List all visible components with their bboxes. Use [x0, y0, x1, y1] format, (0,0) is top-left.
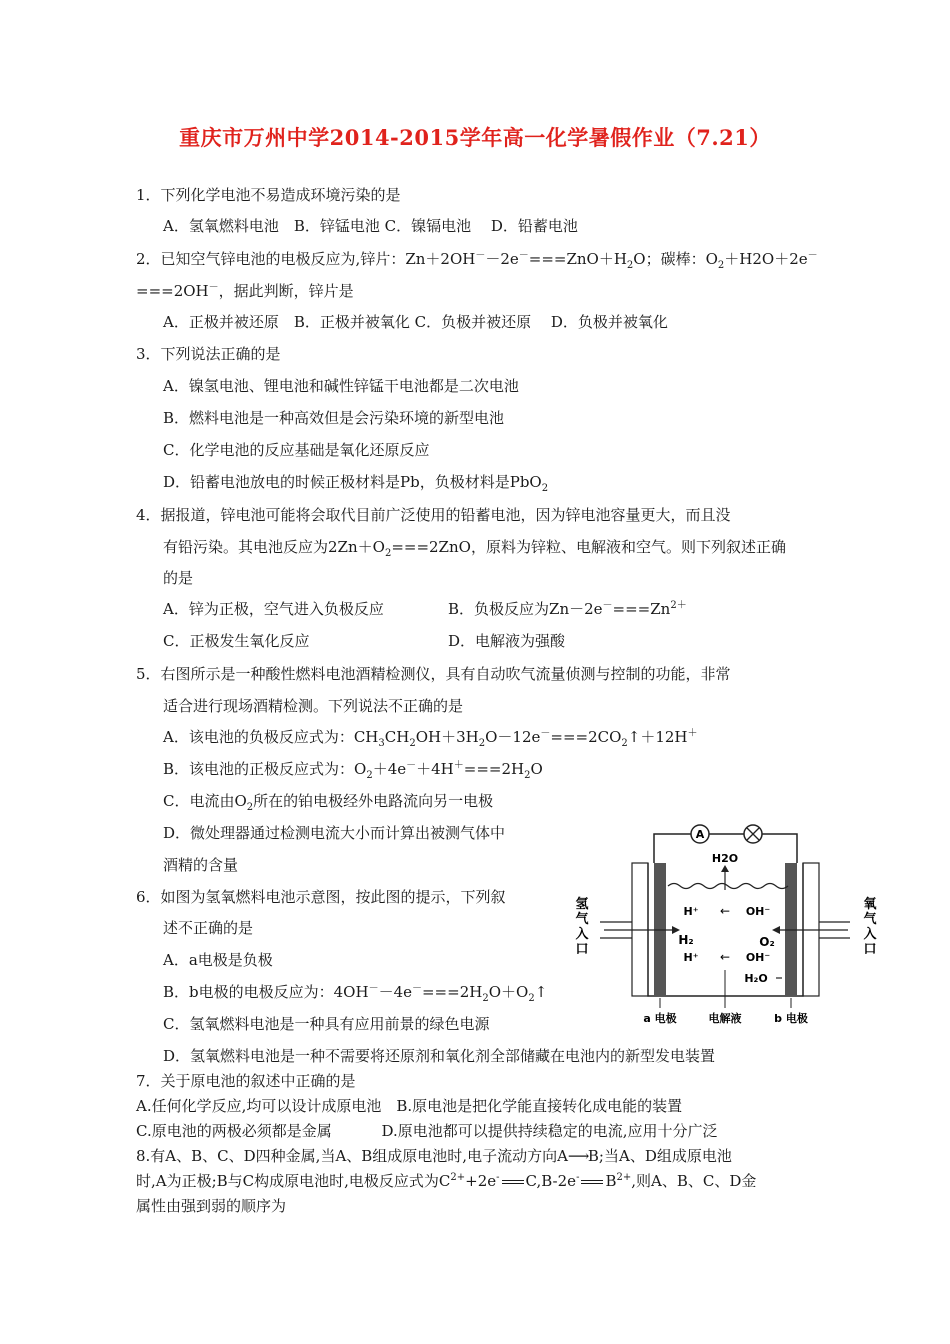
- q6-option-c: C．氢氧燃料电池是一种具有应用前景的绿色电源: [163, 1015, 490, 1033]
- q2-stem-cont: ===2OH－，据此判断，锌片是: [136, 282, 354, 300]
- liquid-surface: [668, 884, 788, 889]
- arrow-upper: ←: [719, 904, 731, 918]
- electrode-b-label: b 电极: [774, 1012, 808, 1025]
- q1-stem: 1．下列化学电池不易造成环境污染的是: [136, 186, 401, 204]
- q3-option-a: A．镍氢电池、锂电池和碱性锌锰干电池都是二次电池: [163, 377, 519, 395]
- oh-minus-lower: OH⁻: [745, 951, 771, 964]
- ammeter-label: A: [695, 828, 705, 841]
- q4-line3: 的是: [163, 569, 194, 587]
- q3-option-d: D．铅蓄电池放电的时候正极材料是Pb，负极材料是PbO$_2$: [163, 473, 549, 494]
- q3-option-b: B．燃料电池是一种高效但是会污染环境的新型电池: [163, 409, 505, 427]
- q2-stem: 2．已知空气锌电池的电极反应为,锌片：$Zn+2OH^--2e^-===ZnO+H_2O$；碳棒：$O_2+H2O+2e^-$: [136, 250, 818, 271]
- water-bottom-label: H₂O: [744, 972, 768, 985]
- q8-line1: 8.有A、B、C、D四种金属,当A、B组成原电池时,电子流动方向A⟶B;当A、D组成原电池: [136, 1147, 732, 1165]
- q5-option-a: A．该电池的负极反应式为：$CH_3CH_2OH+3H_2O-12e^-===2CO_2↑+12H^+$: [163, 728, 698, 749]
- lamp-icon: [744, 825, 762, 843]
- page-title: 重庆市万州中学2014-2015学年高一化学暑假作业（7.21）: [179, 125, 771, 150]
- o2-label: O₂: [759, 935, 775, 949]
- h-plus-lower: H⁺: [683, 951, 699, 964]
- electrolyte-label: 电解液: [708, 1012, 742, 1025]
- q6-option-a: A．a电极是负极: [163, 951, 273, 969]
- h2-label: H₂: [678, 933, 694, 947]
- q5-option-c: C．电流由$O_2$所在的铂电极经外电路流向另一电极: [163, 792, 494, 813]
- q8-line2: 时,A为正极;B与C构成原电池时,电极反应式为$C^{2+}+2e^-$ C,B-2e- $B^{2+}$,则A、B、C、D金: [136, 1172, 757, 1190]
- q5-option-d: D．微处理器通过检测电流大小而计算出被测气体中: [163, 824, 506, 842]
- oh-minus-upper: OH⁻: [745, 905, 771, 918]
- q2-options: A．正极并被还原 B．正极并被氧化 C．负极并被还原 D．负极并被氧化: [163, 313, 668, 331]
- water-top-label: H2O: [711, 852, 739, 865]
- q3-stem: 3．下列说法正确的是: [136, 345, 281, 363]
- q6-line1: 6．如图为氢氧燃料电池示意图，按此图的提示，下列叙: [136, 888, 506, 906]
- hydrogen-inlet-label: 氢气入口: [575, 897, 589, 957]
- q7-options-ab: A.任何化学反应,均可以设计成原电池 B.原电池是把化学能直接转化成电能的装置: [136, 1097, 683, 1115]
- equals-bar-icon: [502, 1180, 524, 1184]
- electrode-a-label: a 电极: [643, 1012, 677, 1025]
- arrow-lower: ←: [719, 950, 731, 964]
- q3-option-c: C．化学电池的反应基础是氧化还原反应: [163, 441, 430, 459]
- q5-line1: 5．右图所示是一种酸性燃料电池酒精检测仪，具有自动吹气流量侦测与控制的功能，非常: [136, 665, 731, 683]
- q4-option-c: C．正极发生氧化反应: [163, 632, 310, 650]
- q7-stem: 7．关于原电池的叙述中正确的是: [136, 1072, 356, 1090]
- fuel-cell-diagram: [560, 818, 890, 1030]
- q4-option-d: D．电解液为强酸: [448, 632, 566, 650]
- q8-line3: 属性由强到弱的顺序为: [136, 1197, 287, 1215]
- q1-options: A．氢氧燃料电池 B．锌锰电池 C．镍镉电池 D．铅蓄电池: [163, 217, 578, 235]
- q7-options-cd: C.原电池的两极必须都是金属 D.原电池都可以提供持续稳定的电流,应用十分广泛: [136, 1122, 718, 1140]
- q5-option-b: B．该电池的正极反应式为：$O_2+4e^-+4H^+===2H_2O$: [163, 760, 543, 781]
- long-arrow-icon: ⟶: [567, 1147, 590, 1165]
- equals-bar-icon: [581, 1180, 603, 1184]
- q5-option-d-cont: 酒精的含量: [163, 856, 239, 874]
- q4-line1: 4．据报道，锌电池可能将会取代目前广泛使用的铅蓄电池，因为锌电池容量更大，而且没: [136, 506, 731, 524]
- h-plus-upper: H⁺: [683, 905, 699, 918]
- q6-line2: 述不正确的是: [163, 919, 254, 937]
- q4-line2: 有铅污染。其电池反应为$2Zn+O_2===2ZnO$，原料为锌粒、电解液和空气。则下列叙述正确: [163, 538, 786, 559]
- q4-option-a: A．锌为正极，空气进入负极反应: [163, 600, 384, 618]
- oxygen-inlet-label: 氧气入口: [863, 897, 877, 957]
- q5-line2: 适合进行现场酒精检测。下列说法不正确的是: [163, 697, 464, 715]
- q6-option-b: B．b电极的电极反应为：$4OH^--4e^-===2H_2O+O_2↑$: [163, 983, 548, 1004]
- q6-option-d: D．氢氧燃料电池是一种不需要将还原剂和氧化剂全部储藏在电池内的新型发电装置: [163, 1047, 716, 1065]
- q4-option-b: B．负极反应为$Zn-2e^-===Zn^{2+}$: [448, 600, 687, 618]
